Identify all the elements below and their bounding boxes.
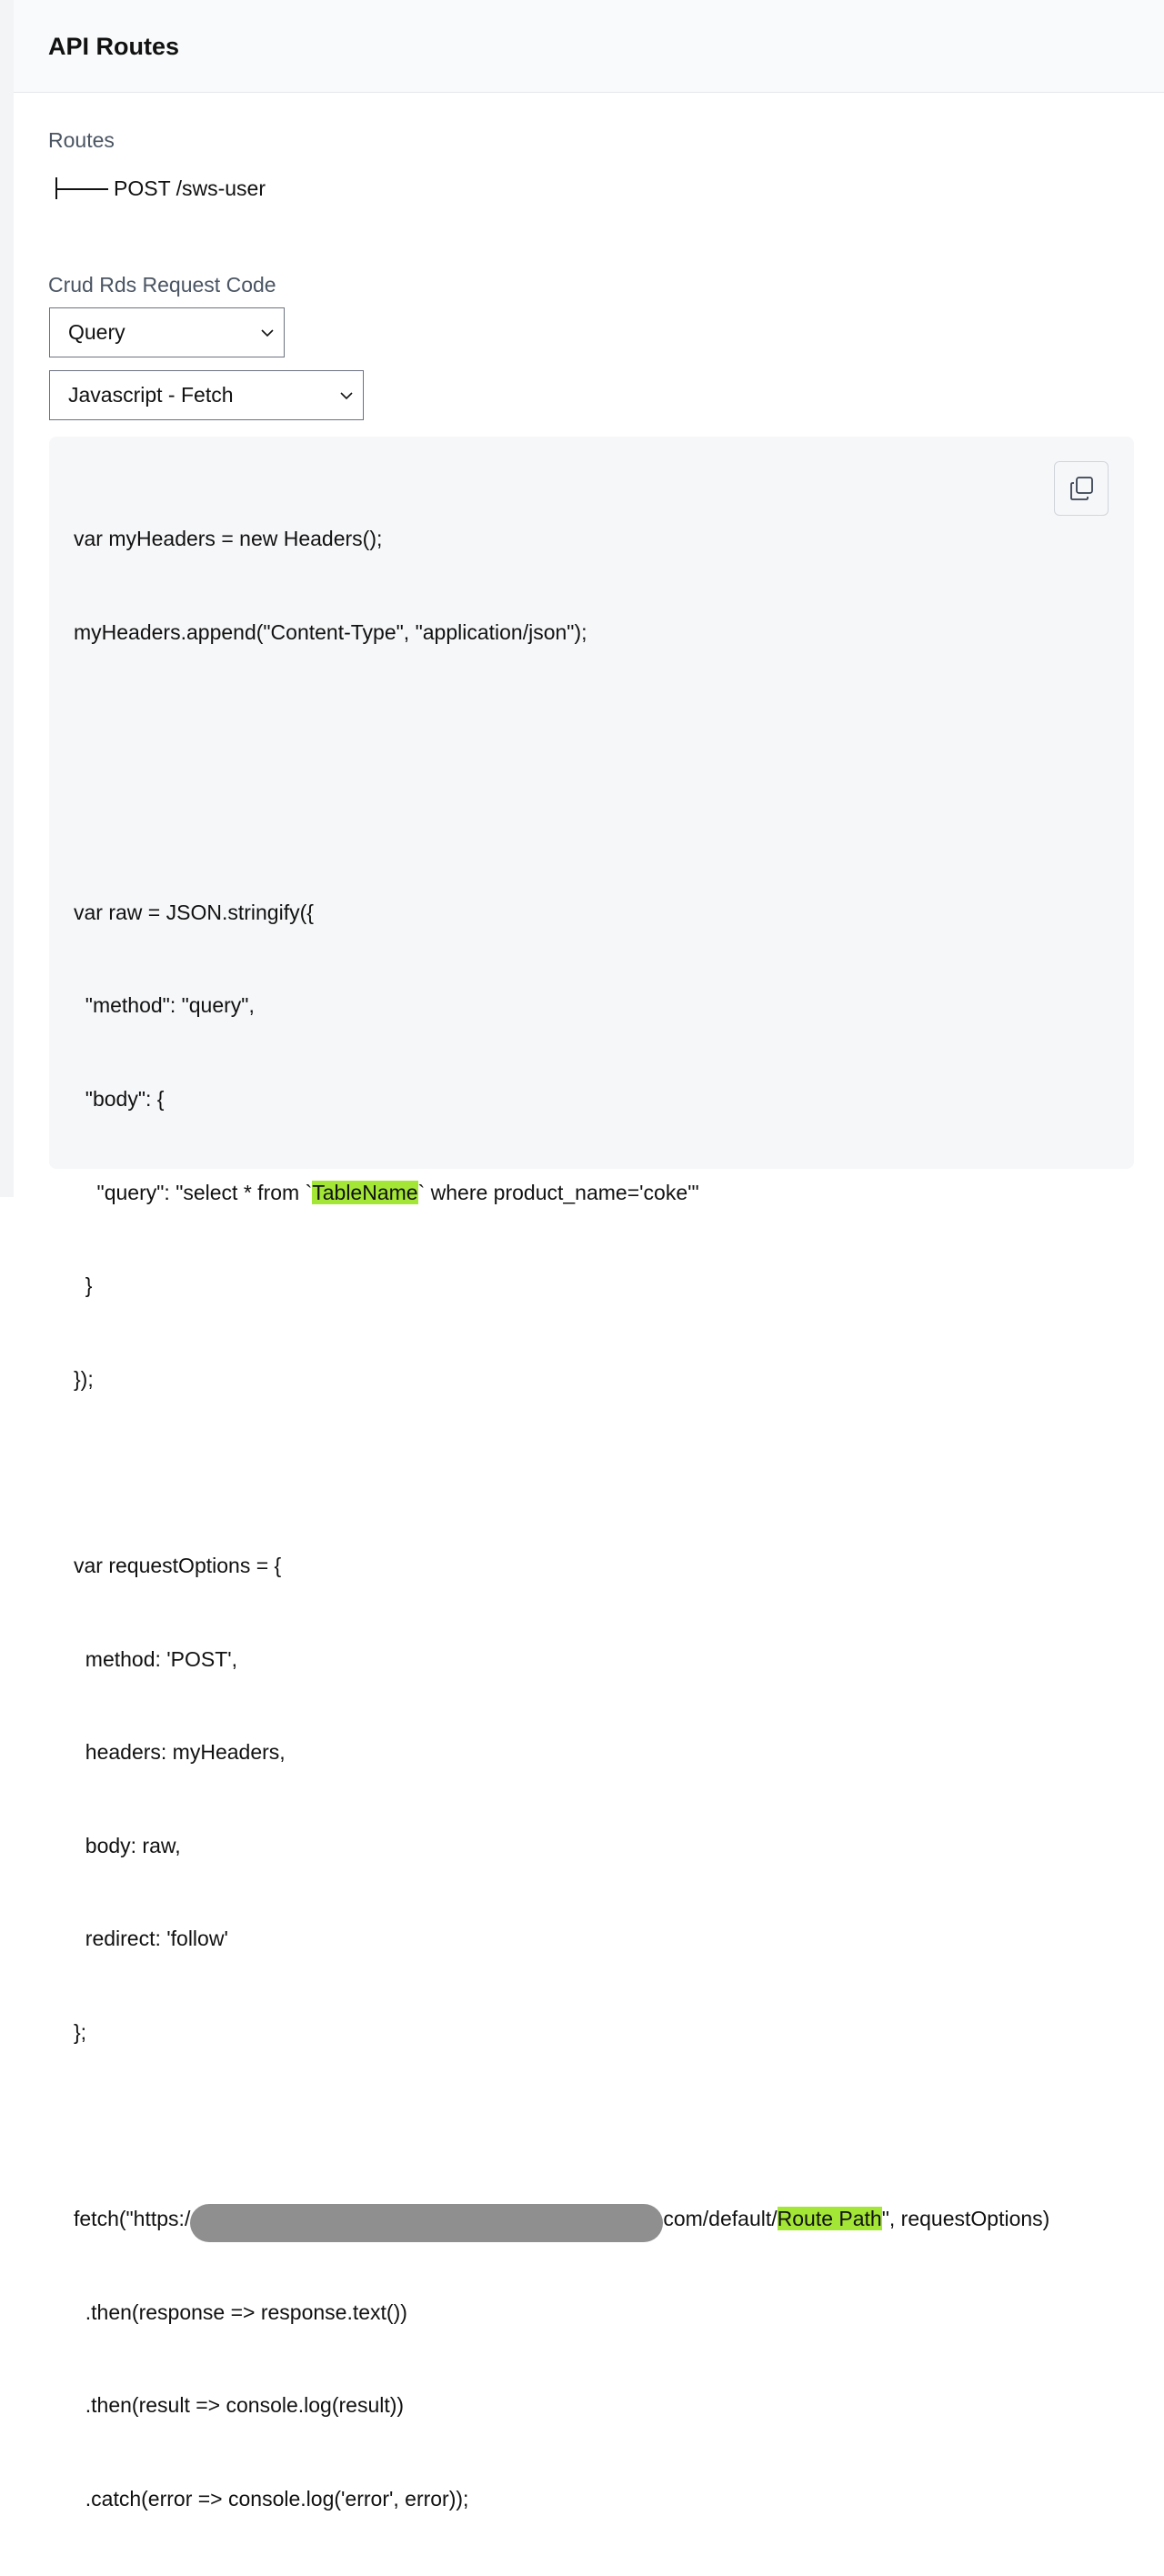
routes-label: Routes xyxy=(48,128,115,152)
code-line: body: raw, xyxy=(74,1833,181,1857)
code-line: .then(result => console.log(result)) xyxy=(74,2393,405,2418)
left-rail xyxy=(0,0,14,1197)
code-line: }; xyxy=(74,2019,87,2044)
table-name-placeholder: TableName xyxy=(312,1180,418,1204)
language-select[interactable] xyxy=(49,370,364,420)
code-text: ` where product_name='coke'" xyxy=(417,1180,699,1204)
chevron-down-icon xyxy=(260,326,275,340)
code-line xyxy=(74,1177,1049,1208)
code-line: .then(response => response.text()) xyxy=(74,2299,407,2324)
page-header xyxy=(14,0,1164,93)
chevron-down-icon xyxy=(339,388,354,403)
code-text: ", requestOptions) xyxy=(881,2207,1050,2231)
page-title: API Routes xyxy=(48,33,180,60)
code-text: com/default/ xyxy=(663,2207,778,2231)
copy-icon xyxy=(1069,476,1095,501)
code-line: myHeaders.append("Content-Type", "application/json"); xyxy=(74,620,587,644)
code-line: headers: myHeaders, xyxy=(74,1740,286,1765)
code-block xyxy=(74,461,1049,2576)
copy-button[interactable] xyxy=(1054,461,1109,516)
route-item-label: POST /sws-user xyxy=(114,176,266,200)
code-line: } xyxy=(74,1273,93,1298)
page xyxy=(14,0,1164,2511)
code-line xyxy=(74,2203,1049,2234)
redacted-region xyxy=(190,2204,663,2242)
route-path-placeholder: Route Path xyxy=(777,2207,882,2231)
code-text: "query": "select * from ` xyxy=(74,1180,313,1204)
language-select-value: Javascript - Fetch xyxy=(68,383,234,407)
code-panel xyxy=(49,437,1134,2511)
code-line: "body": { xyxy=(74,1086,165,1111)
code-line: "method": "query", xyxy=(74,993,255,1018)
code-line: var raw = JSON.stringify({ xyxy=(74,900,314,924)
code-line: }); xyxy=(74,1366,94,1391)
code-line: redirect: 'follow' xyxy=(74,1927,228,1951)
operation-select-value: Query xyxy=(68,320,125,344)
tree-branch-icon xyxy=(54,175,110,202)
code-line: var requestOptions = { xyxy=(74,1553,282,1577)
code-text: fetch("https:/ xyxy=(74,2207,191,2231)
code-line: method: 'POST', xyxy=(74,1646,238,1671)
operation-select[interactable] xyxy=(49,307,285,357)
route-item xyxy=(54,173,266,204)
code-line: var myHeaders = new Headers(); xyxy=(74,527,383,551)
crud-code-label: Crud Rds Request Code xyxy=(48,273,276,297)
code-line: .catch(error => console.log('error', error)); xyxy=(74,2486,469,2511)
